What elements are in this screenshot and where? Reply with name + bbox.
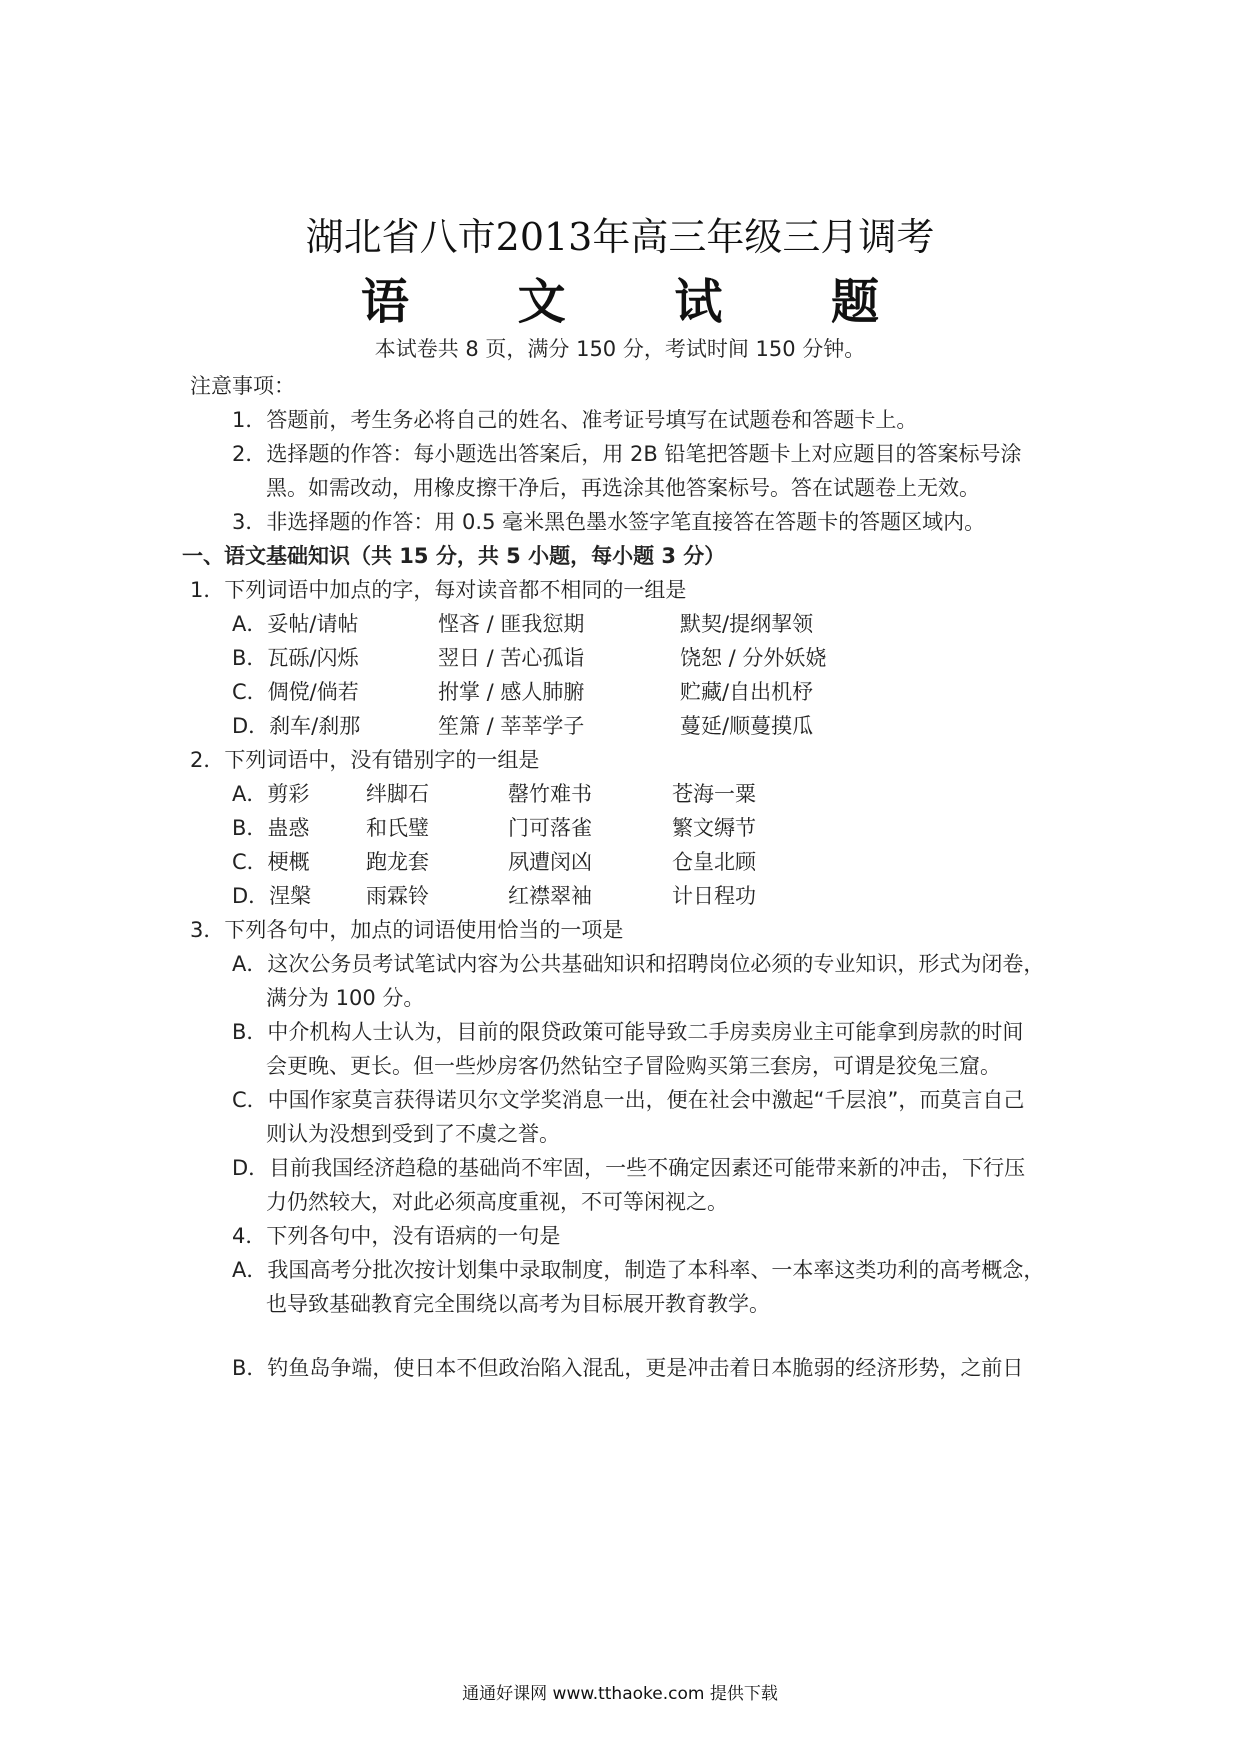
option-pair: 默契/提纲挈领: [680, 612, 814, 636]
notes-item-3: 3．非选择题的作答：用 0.5 毫米黑色墨水签字笔直接答在答题卡的答题区域内。: [232, 510, 986, 534]
document-subtitle: 语 文 试 题: [360, 274, 926, 330]
option-label: A．剪彩: [232, 782, 310, 806]
question-1-stem: 1．下列词语中加点的字，每对读音都不相同的一组是: [190, 578, 687, 602]
question-3-option-c: C．中国作家莫言获得诺贝尔文学奖消息一出，便在社会中激起“千层浪”，而莫言自己: [232, 1088, 1025, 1112]
option-word: 仓皇北顾: [672, 850, 756, 874]
question-4-option-b: B．钓鱼岛争端，使日本不但政治陷入混乱，更是冲击着日本脆弱的经济形势，之前日: [232, 1356, 1024, 1380]
option-pair: 悭吝 / 匪我愆期: [438, 612, 585, 636]
question-4-option-a: A．我国高考分批次按计划集中录取制度，制造了本科率、一本率这类功利的高考概念，: [232, 1258, 1045, 1282]
question-3-option-b: B．中介机构人士认为，目前的限贷政策可能导致二手房卖房业主可能拿到房款的时间: [232, 1020, 1024, 1044]
notes-heading: 注意事项：: [190, 374, 295, 398]
option-label: B．瓦砾/闪烁: [232, 646, 359, 670]
option-pair: 饶恕 / 分外妖娆: [680, 646, 827, 670]
option-label: D．涅槃: [232, 884, 312, 908]
notes-item-2: 2．选择题的作答：每小题选出答案后，用 2B 铅笔把答题卡上对应题目的答案标号涂: [232, 442, 1022, 466]
question-3-option-b-cont: 会更晚、更长。但一些炒房客仍然钻空子冒险购买第三套房，可谓是狡兔三窟。: [266, 1054, 1001, 1078]
question-4-option-a-cont: 也导致基础教育完全围绕以高考为目标展开教育教学。: [266, 1292, 770, 1316]
option-pair: 笙箫 / 莘莘学子: [438, 714, 585, 738]
option-word: 门可落雀: [508, 816, 592, 840]
option-word: 夙遭闵凶: [508, 850, 592, 874]
option-word: 和氏璧: [366, 816, 429, 840]
option-label: C．倜傥/倘若: [232, 680, 359, 704]
notes-item-1: 1．答题前，考生务必将自己的姓名、准考证号填写在试题卷和答题卡上。: [232, 408, 918, 432]
option-word: 罄竹难书: [508, 782, 592, 806]
question-3-option-d-cont: 力仍然较大，对此必须高度重视，不可等闲视之。: [266, 1190, 728, 1214]
option-word: 繁文缛节: [672, 816, 756, 840]
option-label: C．梗概: [232, 850, 310, 874]
option-word: 绊脚石: [366, 782, 429, 806]
option-label: B．蛊惑: [232, 816, 310, 840]
section-1-heading: 一、语文基础知识（共 15 分，共 5 小题，每小题 3 分）: [182, 544, 726, 568]
option-pair: 蔓延/顺蔓摸瓜: [680, 714, 814, 738]
question-3-stem: 3．下列各句中，加点的词语使用恰当的一项是: [190, 918, 624, 942]
question-2-stem: 2．下列词语中，没有错别字的一组是: [190, 748, 540, 772]
exam-info: 本试卷共 8 页，满分 150 分，考试时间 150 分钟。: [374, 337, 866, 361]
option-word: 红襟翠袖: [508, 884, 592, 908]
option-pair: 翌日 / 苦心孤诣: [438, 646, 585, 670]
question-3-option-d: D．目前我国经济趋稳的基础尚不牢固，一些不确定因素还可能带来新的冲击，下行压: [232, 1156, 1026, 1180]
page-footer: 通通好课网 www.tthaoke.com 提供下载: [462, 1684, 778, 1704]
option-label: A．妥帖/请帖: [232, 612, 359, 636]
option-label: D．刹车/刹那: [232, 714, 361, 738]
option-word: 雨霖铃: [366, 884, 429, 908]
question-3-option-a-cont: 满分为 100 分。: [266, 986, 425, 1010]
option-word: 苍海一粟: [672, 782, 756, 806]
option-word: 跑龙套: [366, 850, 429, 874]
option-word: 计日程功: [672, 884, 756, 908]
question-3-option-a: A．这次公务员考试笔试内容为公共基础知识和招聘岗位必须的专业知识，形式为闭卷，: [232, 952, 1045, 976]
option-pair: 拊掌 / 感人肺腑: [438, 680, 585, 704]
option-pair: 贮藏/自出机杼: [680, 680, 814, 704]
notes-item-2-cont: 黑。如需改动，用橡皮擦干净后，再选涂其他答案标号。答在试题卷上无效。: [266, 476, 980, 500]
question-4-stem: 4．下列各句中，没有语病的一句是: [232, 1224, 561, 1248]
question-3-option-c-cont: 则认为没想到受到了不虞之誉。: [266, 1122, 560, 1146]
document-title: 湖北省八市2013年高三年级三月调考: [305, 215, 935, 259]
